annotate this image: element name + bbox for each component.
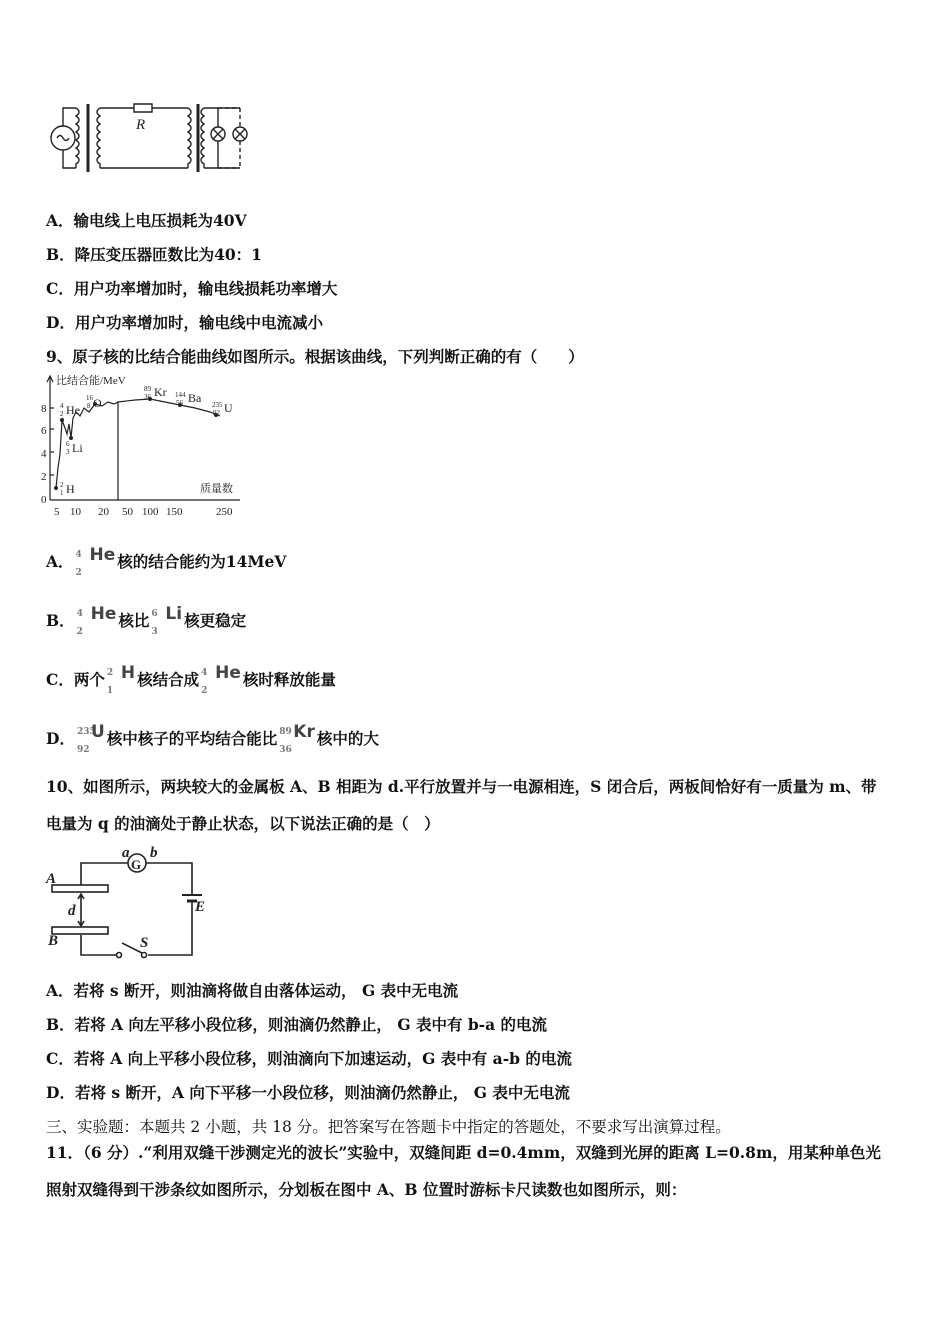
q9-option-c: C．两个 2 1 H 核结合成 4 2 He 核时释放能量	[46, 663, 336, 696]
label-o: O	[93, 396, 102, 410]
xtick-5: 5	[54, 506, 60, 518]
label-h: H	[66, 482, 75, 496]
label-ba-z: 56	[176, 399, 183, 407]
ytick-2: 2	[41, 471, 47, 483]
q11-line1: 11．（6 分）.“利用双缝干涉测定光的波长”实验中，双缝间距 d=0.4mm，双缝到光屏的距离 L=0.8m，用某种单色光	[46, 1143, 881, 1162]
q11-line2: 照射双缝得到干涉条纹如图所示，分划板在图中 A、B 位置时游标卡尺读数也如图所示，则：	[46, 1180, 687, 1199]
nuclide-he: 4 2 He	[75, 545, 116, 578]
label-u-z: 92	[213, 409, 220, 417]
label-o-a: 16	[86, 394, 93, 402]
label-u-a: 235	[212, 401, 223, 409]
label-li-z: 3	[66, 448, 70, 456]
label-b: b	[150, 845, 158, 861]
label-ba: Ba	[188, 391, 202, 405]
battery-label: E	[195, 899, 206, 915]
ytick-8: 8	[41, 403, 47, 415]
q10-option-b: B．若将 A 向左平移小段位移，则油滴仍然静止， G 表中有 b-a 的电流	[46, 1015, 548, 1034]
label-he-a: 4	[60, 402, 64, 410]
galvanometer-label: G	[131, 857, 142, 872]
q10-stem-line1: 10、如图所示，两块较大的金属板 A、B 相距为 d.平行放置并与一电源相连，S 闭合后，两板间恰好有一质量为 m、带	[46, 777, 877, 796]
section-heading: 三、实验题：本题共 2 小题，共 18 分。把答案写在答题卡中指定的答题处，不要求写出演算过程。	[46, 1118, 731, 1136]
capacitor-circuit-figure	[44, 845, 214, 963]
label-kr-z: 36	[144, 393, 151, 401]
q8-option-d: D．用户功率增加时，输电线中电流减小	[46, 313, 323, 332]
q9-option-b: B． 4 2 He 核比 6 3 Li 核更稳定	[46, 604, 247, 637]
plate-a-label: A	[46, 871, 57, 887]
q8-option-a: A．输电线上电压损耗为40V	[46, 211, 247, 230]
q10-option-a: A．若将 s 断开，则油滴将做自由落体运动， G 表中无电流	[46, 981, 459, 1000]
label-o-z: 8	[87, 402, 91, 410]
q9-option-a: A． 4 2 He 核的结合能约为14MeV	[46, 545, 287, 578]
ytick-0: 0	[41, 494, 47, 506]
nuclide-he: 4 2 He	[76, 604, 117, 637]
q10-option-c: C．若将 A 向上平移小段位移，则油滴向下加速运动，G 表中有 a-b 的电流	[46, 1049, 572, 1068]
q9-option-d: D． 235 92 U 核中核子的平均结合能比 89 36 Kr 核中的大	[46, 722, 379, 755]
xtick-20: 20	[98, 506, 109, 518]
nuclide-kr: 89 36 Kr	[279, 722, 315, 755]
q10-option-d: D．若将 s 断开，A 向下平移一小段位移，则油滴仍然静止， G 表中无电流	[46, 1083, 570, 1102]
label-kr-a: 89	[144, 385, 151, 393]
label-kr: Kr	[154, 385, 167, 399]
xtick-100: 100	[142, 506, 159, 518]
q9-stem: 9、原子核的比结合能曲线如图所示。根据该曲线，下列判断正确的有（ ）	[46, 347, 584, 366]
xtick-50: 50	[122, 506, 133, 518]
binding-energy-graph	[40, 372, 250, 522]
nuclide-li: 6 3 Li	[151, 604, 183, 637]
resistor-label: R	[136, 117, 146, 133]
distance-label: d	[68, 903, 76, 919]
label-ba-a: 144	[175, 391, 186, 399]
label-li-a: 6	[66, 440, 70, 448]
nuclide-h: 2 1 H	[106, 663, 136, 696]
ytick-4: 4	[41, 448, 47, 460]
graph-ylabel: 比结合能/MeV	[56, 375, 126, 387]
switch-label: S	[140, 935, 149, 951]
q10-stem-line2: 电量为 q 的油滴处于静止状态，以下说法正确的是（ ）	[46, 814, 440, 833]
xtick-150: 150	[166, 506, 183, 518]
nuclide-u: 235 92 U	[76, 722, 105, 755]
transformer-circuit-figure	[44, 96, 264, 178]
label-a: a	[122, 845, 130, 861]
nuclide-he: 4 2 He	[201, 663, 241, 696]
label-h-a: 2	[60, 481, 64, 489]
graph-xlabel: 质量数	[200, 483, 233, 495]
label-li: Li	[72, 441, 83, 455]
xtick-10: 10	[70, 506, 81, 518]
label-he-z: 2	[60, 410, 64, 418]
ytick-6: 6	[41, 425, 47, 437]
q8-option-b: B．降压变压器匝数比为40：1	[46, 245, 262, 264]
label-he: He	[66, 403, 80, 417]
plate-b-label: B	[48, 933, 59, 949]
q8-option-c: C．用户功率增加时，输电线损耗功率增大	[46, 279, 338, 298]
label-h-z: 1	[60, 489, 64, 497]
label-u: U	[224, 401, 233, 415]
xtick-250: 250	[216, 506, 233, 518]
